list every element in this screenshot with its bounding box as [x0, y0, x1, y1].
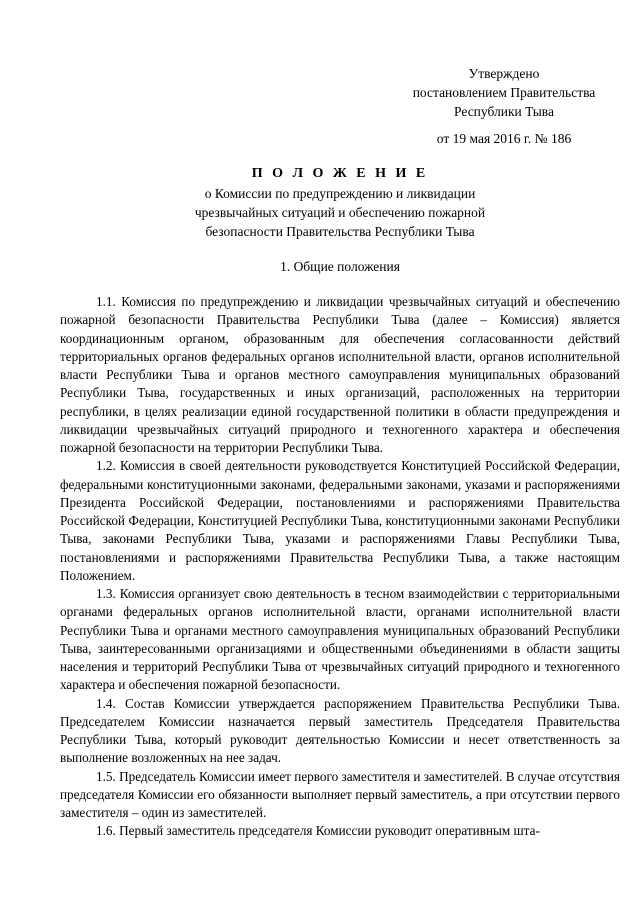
- document-body: [60, 293, 620, 841]
- document-subtitle-line-1: о Комиссии по предупреждению и ликвидации: [204, 186, 476, 201]
- paragraph-1-3: 1.3. Комиссия организует свою деятельность в тесном взаимодействии с территориальными органами федеральных органов исполнительной власти, органами исполнительной власти Республики Тыва и органами местного самоуправления муниципальных образований Республики Тыва, заинтересованными организациями и общественными объединениями в области защиты населения и территорий Республики Тыва от чрезвычайных ситуаций природного и техногенного характера и обеспечения пожарной безопасности.: [60, 586, 620, 693]
- document-title: П О Л О Ж Е Н И Е: [251, 166, 429, 181]
- paragraph-1-1: 1.1. Комиссия по предупреждению и ликвидации чрезвычайных ситуаций и обеспечению пожарной безопасности Правительства Республики Тыва (далее – Комиссия) является координационным органом, образованным для обеспечения согласованности действий территориальных органов федеральных органов исполнительной власти, органов исполнительной власти Республики Тыва и органов местного самоуправления муниципальных образований Республики Тыва, государственных и иных организаций, расположенных на территории республики, в целях реализации единой государственной политики в области предупреждения и ликвидации чрезвычайных ситуаций природного и техногенного характера и обеспечения пожарной безопасности на территории Республики Тыва.: [60, 294, 620, 455]
- approval-stamp: [398, 64, 610, 148]
- paragraph-1-6: 1.6. Первый заместитель председателя Комиссии руководит оперативным шта-: [96, 823, 540, 839]
- document-subtitle-line-3: безопасности Правительства Республики Тыва: [205, 224, 475, 239]
- document-header: [60, 164, 620, 241]
- paragraph-1-2: 1.2. Комиссия в своей деятельности руководствуется Конституцией Российской Федерации, федеральными конституционными законами, федеральными законами, указами и распоряжениями Президента Российской Федерации, постановлениями и распоряжениями Правительства Российской Федерации, Конституцией Республики Тыва, конституционными законами Республики Тыва, законами Республики Тыва, указами и распоряжениями Главы Республики Тыва, постановлениями и распоряжениями Правительства Республики Тыва, а также настоящим Положением.: [60, 458, 620, 583]
- approval-word: Утверждено: [468, 66, 540, 81]
- paragraph-1-5: 1.5. Председатель Комиссии имеет первого заместителя и заместителей. В случае отсутствия председателя Комиссии его обязанности выполняет первый заместитель, а при отсутствии первого заместителя – один из заместителей.: [60, 768, 620, 820]
- approval-region: Республики Тыва: [454, 104, 554, 119]
- section-heading: 1. Общие положения: [280, 259, 400, 274]
- approval-date: от 19 мая 2016 г. № 186: [436, 131, 572, 146]
- paragraph-1-4: 1.4. Состав Комиссии утверждается распоряжением Правительства Республики Тыва. Председателем Комиссии назначается первый заместитель Председателя Правительства Республики Тыва, который руководит деятельностью Комиссии и несет ответственность за выполнение возложенных на нее задач.: [60, 695, 620, 766]
- document-subtitle-line-2: чрезвычайных ситуаций и обеспечению пожарной: [194, 205, 486, 220]
- approval-issuer: постановлением Правительства: [412, 85, 596, 100]
